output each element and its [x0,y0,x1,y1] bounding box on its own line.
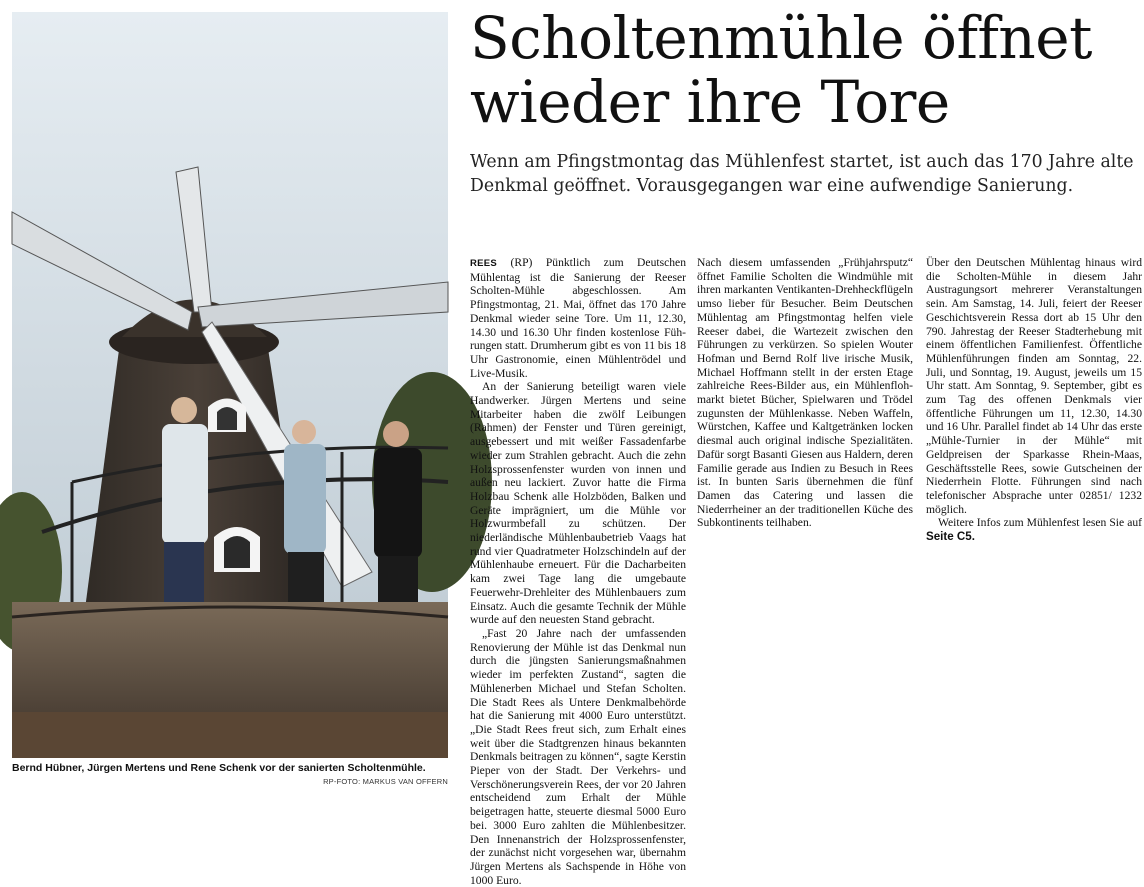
paragraph-4: Nach diesem umfassenden „Frühjahrsputz“ öffnet Familie Scholten die Windmühle mit ihren markanten Ventikanten-Drehheckflügeln umso lieber für Besucher. Beim Deutschen Mühlentag am Pfingstmontag helfen viele Reeser dabei, die Wartezeit zwischen den Führungen zu verkürzen. So spielen Wouter Hofman und Bernd Rolf live irische Musik, Michael Hoffmann stellt in der ersten Etage zahlreiche Rees-Bilder aus, ein Mühlenflohmarkt bietet Bücher, Spielwaren und Trödel zugunsten der Mühlenkasse. Neben Waffeln, Würstchen, Kaffee und Kaltgetränken locken diesmal auch original indische Spezialitäten. Dafür sorgt Basanti Giesen aus Haldern, deren Familie gerade aus Indien zu Besuch in Rees ist. In bunten Saris übernehmen die fünf Damen das Catering und lassen die Niederrheiner an der traditionellen Küche des Subkontinents teilhaben. [697,256,913,530]
person-left [162,397,208,602]
paragraph-1-text: (RP) Pünktlich zum Deutschen Mühlentag ist die Sanierung der Reeser Scholten-Mühle abgeschlossen. Am Pfingstmontag, 21. Mai, öffnet das 170 Jahre Denkmal wieder seine Tore. Um 11, 12.30, 14.30 und 16.30 Uhr finden kostenlose Führungen statt. Drumherum gibt es von 11 bis 18 Uhr Gastronomie, einen Mühlentrödel und Live-Musik. [470,256,686,380]
paragraph-2: An der Sanierung beteiligt waren viele Handwerker. Jürgen Mertens und seine Mitarbeiter haben die zwölf Leibungen (Rahmen) der Fenster und Türen gereinigt, ausgebessert und mit weißer Fassadenfarbe wieder zum Strahlen gebracht. Auch die zehn Holzsprossenfenster wurden von innen und außen neu lackiert. Zuvor hatte die Firma Holzbau Schenk alle Holzböden, Balken und Geräte imprägniert, um die Mühle vor Holzwurmbefall zu schützen. Der niederländische Mühlenbaubetrieb Vaags hat rund vier Quadratmeter Holzschindeln auf der Mühlenhaube erneuert. Für die Dacharbeiten kam zwei Tage lang die umgebaute Feuerwehr-Drehleiter des Mühlenbauers zum Einsatz. Auch die gesamte Technik der Mühle wurde auf den neuesten Stand gebracht. [470,380,686,627]
photo-credit: RP-FOTO: MARKUS VAN OFFERN [323,777,448,786]
dateline: REES [470,258,498,269]
article-column-3 [926,256,1142,796]
article-photo [12,12,448,758]
headline: Scholtenmühle öffnet wieder ihre Tore [470,4,1092,136]
paragraph-1 [470,256,686,380]
article-column-1 [470,256,686,887]
paragraph-6 [926,516,1142,543]
page-reference: Seite C5. [926,530,975,544]
paragraph-3: „Fast 20 Jahre nach der umfassenden Renovierung der Mühle ist das Denkmal nun durch die jüngsten Sanierungsmaßnahmen wieder im perfekten Zustand“, sagten die Mühlenerben Michael und Stefan Scholten. Die Stadt Rees als Untere Denkmalbehörde hat die Sanierung mit 4000 Euro unterstützt. „Die Stadt Rees freut sich, zum Erhalt eines weit über die Stadtgrenzen hinaus bekannten Denkmals beitragen zu können“, sagte Kerstin Pieper von der Stadt. Der Verkehrs- und Verschönerungsverein Rees, der vor 20 Jahren entscheidend zum Erhalt der Mühle beigetragen hatte, steuerte diesmal 5000 Euro bei. 3000 Euro zahlten die Mühlenbesitzer. Den Innenanstrich der Holzsprossenfenster, der zunächst nicht vorgesehen war, übernahm Jürgen Mertens als Sachspende in Höhe von 1000 Euro. [470,626,686,887]
paragraph-5: Über den Deutschen Mühlentag hinaus wird die Scholten-Mühle in diesem Jahr Austragungsort mehrerer Veranstaltungen sein. Am Samstag, 14. Juli, feiert der Reeser Geschichtsverein Ressa dort ab 15 Uhr den 790. Jahrestag der Reeser Stadterhebung mit einem öffentlichen Familienfest. Öffentliche Mühlenführungen finden am Sonntag, 22. Juli, und Sonntag, 19. August, jeweils um 15 Uhr statt. Am Sonntag, 9. September, gibt es zum Tag des offenen Denkmals vier öffentliche Führungen um 11, 12.30, 14.30 und 16 Uhr. Parallel findet ab 14 Uhr das erste „Mühle-Turnier in der Mühle“ mit Geldpreisen der Sparkasse Rhein-Maas, Geschäftsstelle Rees, sowie Gutscheinen der Niederrhein Flotte. Führungen sind nach telefonischer Absprache unter 02851/ 1232 möglich. [926,256,1142,516]
paragraph-6-text: Weitere Infos zum Mühlenfest lesen Sie auf [938,516,1142,530]
article-column-2 [697,256,913,796]
caption-text: Bernd Hübner, Jürgen Mertens und Rene Schenk vor der sanierten Scholtenmühle. [12,762,426,774]
person-middle [284,420,326,602]
windmill-illustration [12,12,448,758]
person-right [374,421,422,602]
photo-caption [12,762,448,786]
subheadline: Wenn am Pfingstmontag das Mühlenfest startet, ist auch das 170 Jahre alte Denkmal geöffnet. Vorausgegangen war eine aufwendige Sanierung. [470,152,1134,196]
